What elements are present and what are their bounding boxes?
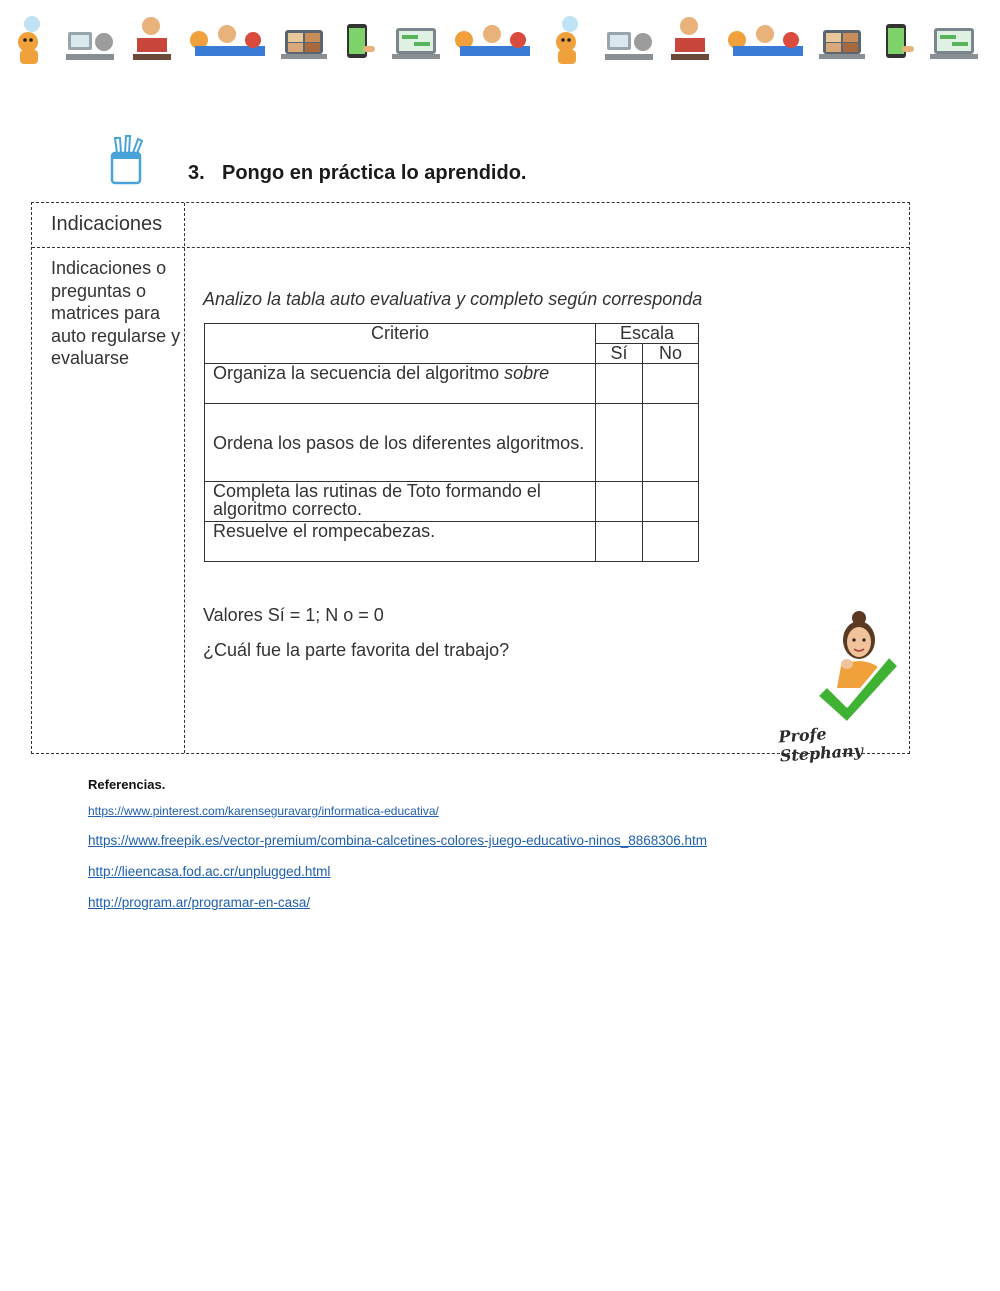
decorative-banner bbox=[8, 8, 978, 66]
reference-link-pinterest[interactable]: https://www.pinterest.com/karenseguravarg/informatica-educativa/ bbox=[88, 804, 439, 818]
frame-column-divider bbox=[184, 203, 185, 753]
si-cell[interactable] bbox=[596, 364, 643, 404]
section-title-text: Pongo en práctica lo aprendido. bbox=[222, 162, 527, 184]
header-si: Sí bbox=[596, 344, 643, 364]
computer-desk-icon bbox=[64, 10, 116, 66]
section-number: 3. bbox=[188, 162, 205, 184]
criterion-cell: Organiza la secuencia del algoritmo sobre bbox=[205, 364, 596, 404]
header-criterio: Criterio bbox=[205, 324, 596, 364]
table-row bbox=[205, 482, 699, 522]
dog-desk-icon bbox=[667, 10, 713, 66]
no-cell[interactable] bbox=[643, 364, 699, 404]
video-call-laptop-icon bbox=[819, 10, 865, 66]
cat-character-icon bbox=[546, 10, 590, 66]
reference-link-freepik[interactable]: https://www.freepik.es/vector-premium/combina-calcetines-colores-juego-educativo-ninos_8868306.htm bbox=[88, 833, 708, 848]
tablet-hand-icon bbox=[339, 10, 379, 66]
cats-train-icon bbox=[725, 10, 807, 66]
indicaciones-header: Indicaciones bbox=[51, 213, 163, 235]
tablet-hand-icon bbox=[878, 10, 918, 66]
cat-character-icon bbox=[8, 10, 52, 66]
si-cell[interactable] bbox=[596, 522, 643, 562]
valores-text: Valores Sí = 1; N o = 0 bbox=[203, 605, 384, 625]
section-title bbox=[188, 162, 526, 185]
frame-row-divider bbox=[32, 247, 909, 248]
reference-link-programar[interactable]: http://program.ar/programar-en-casa/ bbox=[88, 895, 311, 910]
dog-desk-icon bbox=[129, 10, 175, 66]
profe-stephany-signature: Profe Stephany bbox=[777, 724, 864, 766]
no-cell[interactable] bbox=[643, 482, 699, 522]
cats-train-icon bbox=[452, 10, 534, 66]
instruction-text: Analizo la tabla auto evaluativa y completo según corresponda bbox=[203, 289, 703, 309]
header-escala: Escala bbox=[596, 324, 699, 344]
chat-laptop-icon bbox=[930, 10, 978, 66]
si-cell[interactable] bbox=[596, 482, 643, 522]
references-title: Referencias. bbox=[88, 777, 166, 792]
video-call-laptop-icon bbox=[281, 10, 327, 66]
favorite-part-question: ¿Cuál fue la parte favorita del trabajo? bbox=[203, 640, 510, 660]
header-no: No bbox=[643, 344, 699, 364]
activity-frame bbox=[31, 202, 910, 766]
indicaciones-description: Indicaciones o preguntas o matrices para auto regularse y evaluarse bbox=[51, 258, 181, 368]
criterion-cell: Ordena los pasos de los diferentes algoritmos. bbox=[205, 404, 596, 482]
pencil-cup-icon bbox=[108, 135, 146, 185]
table-row bbox=[205, 364, 699, 404]
no-cell[interactable] bbox=[643, 404, 699, 482]
self-evaluation-table bbox=[204, 323, 699, 562]
reference-link-lieencasa[interactable]: http://lieencasa.fod.ac.cr/unplugged.html bbox=[88, 864, 331, 879]
table-row bbox=[205, 522, 699, 562]
chat-laptop-icon bbox=[392, 10, 440, 66]
criterion-cell: Resuelve el rompecabezas. bbox=[205, 522, 596, 562]
cats-train-icon bbox=[187, 10, 269, 66]
computer-desk-icon bbox=[603, 10, 655, 66]
no-cell[interactable] bbox=[643, 522, 699, 562]
table-row bbox=[205, 404, 699, 482]
criterion-cell: Completa las rutinas de Toto formando el algoritmo correcto. bbox=[205, 482, 596, 522]
si-cell[interactable] bbox=[596, 404, 643, 482]
